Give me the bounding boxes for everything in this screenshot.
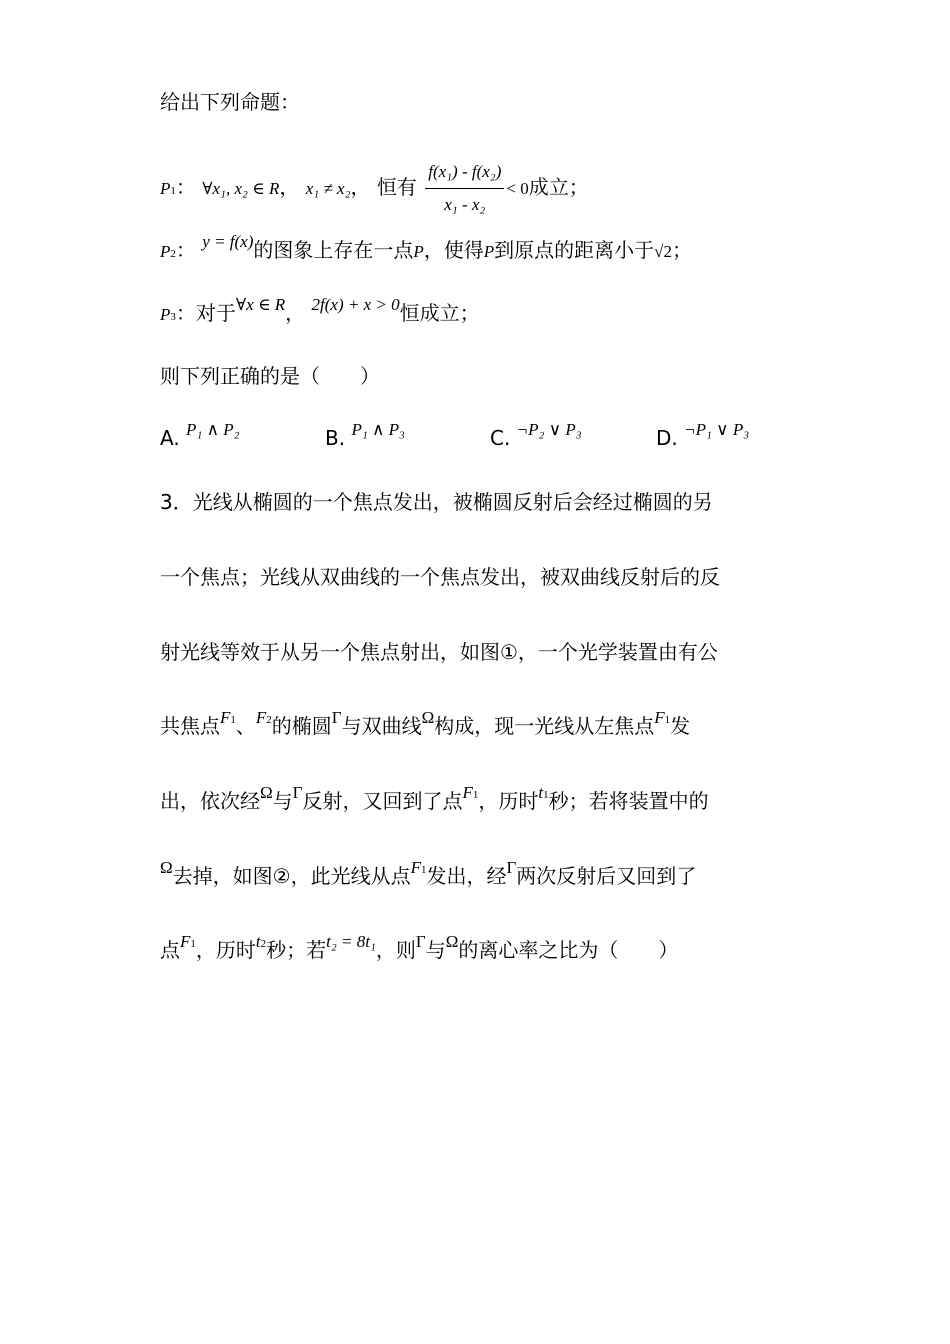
option-a-expr: P₁ ∧ P₂ [186, 420, 240, 439]
p2-label-sub: 2 [170, 248, 176, 260]
t2-sub: 2 [260, 938, 267, 950]
question-text: 则下列正确的是（ ） [160, 364, 380, 388]
option-a[interactable] [160, 420, 240, 454]
f1-sub: 1 [230, 714, 236, 726]
p1-neq: x₁ ≠ x₂ [305, 179, 351, 198]
p1-frac-denominator: x₁ - x₂ [444, 195, 486, 214]
q3-l7-e: 与 [425, 938, 446, 962]
option-c[interactable] [490, 420, 582, 454]
p2-text1: 的图象上存在一点 [253, 238, 414, 262]
p1-label: P [160, 179, 171, 198]
p1-sep1: ， [279, 175, 300, 199]
t1-symbol: t [538, 783, 544, 802]
proposition-p3 [160, 295, 480, 331]
p1-sep2: ， [350, 175, 371, 199]
p3-label: P [160, 305, 171, 324]
f1-symbol-2: F [654, 708, 665, 727]
p2-label: P [160, 242, 171, 261]
p3-text1: ：对于 [175, 301, 236, 325]
option-c-expr: ¬P₂ ∨ P₃ [516, 420, 582, 439]
q3-l4-c: 的椭圆 [271, 714, 332, 738]
p3-text-end: 恒成立； [399, 301, 480, 325]
f1-sub-3: 1 [472, 789, 479, 801]
gamma-symbol: Γ [331, 708, 342, 727]
omega-symbol-3: Ω [160, 858, 173, 877]
q3-line-1: 3．光线从椭圆的一个焦点发出，被椭圆反射后会经过椭圆的另 [160, 490, 713, 514]
q3-l7-c: 秒；若 [266, 938, 327, 962]
q3-l5-b: 与 [272, 789, 293, 813]
f1-symbol-4: F [410, 858, 421, 877]
q3-l4-e: 构成，现一光线从左焦点 [434, 714, 655, 738]
p2-sqrt: √2 [654, 242, 672, 261]
p1-frac-numerator: f(x₁) - f(x₂) [425, 158, 504, 189]
gamma-symbol-2: Γ [292, 783, 303, 802]
q3-line-6 [160, 858, 697, 894]
p1-lt: < 0 [506, 179, 529, 198]
t2-symbol: t [255, 932, 261, 951]
f1-sub-2: 1 [664, 714, 671, 726]
f1-symbol: F [220, 708, 231, 727]
p2-colon: ： [175, 238, 196, 262]
f2-symbol: F [255, 708, 267, 727]
omega-symbol-4: Ω [445, 932, 459, 951]
q3-l7-a: 点 [160, 938, 180, 962]
q3-line-7 [160, 932, 679, 968]
proposition-p1 [160, 158, 589, 219]
q3-l7-d: ，则 [375, 938, 416, 962]
omega-symbol: Ω [421, 708, 435, 727]
q3-line-5 [160, 783, 709, 819]
p1-quantifier: ∀x₁, x₂ ∈ R [202, 179, 280, 198]
p2-text2: ，使得 [423, 238, 484, 262]
q3-line-4 [160, 708, 691, 744]
p1-colon: ： [175, 175, 196, 199]
f1-symbol-3: F [462, 783, 473, 802]
option-c-letter: C. [490, 426, 511, 450]
q3-l4-f: 发 [670, 714, 691, 738]
f1-sub-4: 1 [420, 864, 427, 876]
q3-l4-a: 共焦点 [160, 714, 220, 738]
p2-point2: P [483, 242, 495, 261]
proposition-p2 [160, 232, 692, 268]
q3-l5-e: 秒；若将装置中的 [548, 789, 709, 813]
q3-l7-b: ，历时 [195, 938, 256, 962]
p2-text3: 到原点的距离小于 [494, 238, 655, 262]
p1-fraction [425, 158, 504, 219]
f1-symbol-5: F [180, 932, 191, 951]
q3-l4-b: 、 [235, 714, 256, 738]
q3-l7-f: 的离心率之比为（ ） [458, 938, 679, 962]
p2-text-end: ； [671, 238, 692, 262]
option-b[interactable] [325, 420, 405, 454]
p2-func: y = f(x) [202, 232, 254, 251]
q3-l5-d: ，历时 [478, 789, 539, 813]
option-d-letter: D. [656, 426, 678, 450]
p3-ineq: 2f(x) + x > 0 [311, 295, 400, 314]
gamma-symbol-3: Γ [506, 858, 517, 877]
p2-point: P [413, 242, 424, 261]
t1-sub: 1 [543, 789, 549, 801]
intro-text: 给出下列命题： [160, 90, 300, 114]
q3-line-2: 一个焦点；光线从双曲线的一个焦点发出，被双曲线反射后的反 [160, 565, 720, 589]
p3-label-sub: 3 [170, 311, 176, 323]
option-d[interactable] [656, 420, 750, 454]
q3-l5-a: 出，依次经 [160, 789, 260, 813]
option-b-letter: B. [325, 426, 346, 450]
gamma-symbol-4: Γ [415, 932, 426, 951]
q3-line-3: 射光线等效于从另一个焦点射出，如图①，一个光学装置由有公 [160, 640, 718, 664]
option-d-expr: ¬P₁ ∨ P₃ [684, 420, 750, 439]
omega-symbol-2: Ω [260, 783, 273, 802]
p1-label-sub: 1 [170, 185, 176, 197]
p3-sep: ， [285, 301, 306, 325]
t-relation: t₂ = 8t₁ [326, 932, 376, 951]
q3-l6-b: 发出，经 [426, 864, 507, 888]
p1-text-always: 恒有 [376, 175, 417, 199]
f2-sub: 2 [266, 714, 272, 726]
option-a-letter: A. [160, 426, 180, 450]
option-b-expr: P₁ ∧ P₃ [351, 420, 405, 439]
p3-quantifier: ∀x ∈ R [235, 295, 286, 314]
q3-l6-c: 两次反射后又回到了 [516, 864, 697, 888]
q3-l4-d: 与双曲线 [341, 714, 422, 738]
f1-sub-5: 1 [190, 938, 196, 950]
p1-text-end: 成立； [528, 175, 589, 199]
q3-l5-c: 反射，又回到了点 [302, 789, 463, 813]
q3-l6-a: 去掉，如图②，此光线从点 [172, 864, 411, 888]
